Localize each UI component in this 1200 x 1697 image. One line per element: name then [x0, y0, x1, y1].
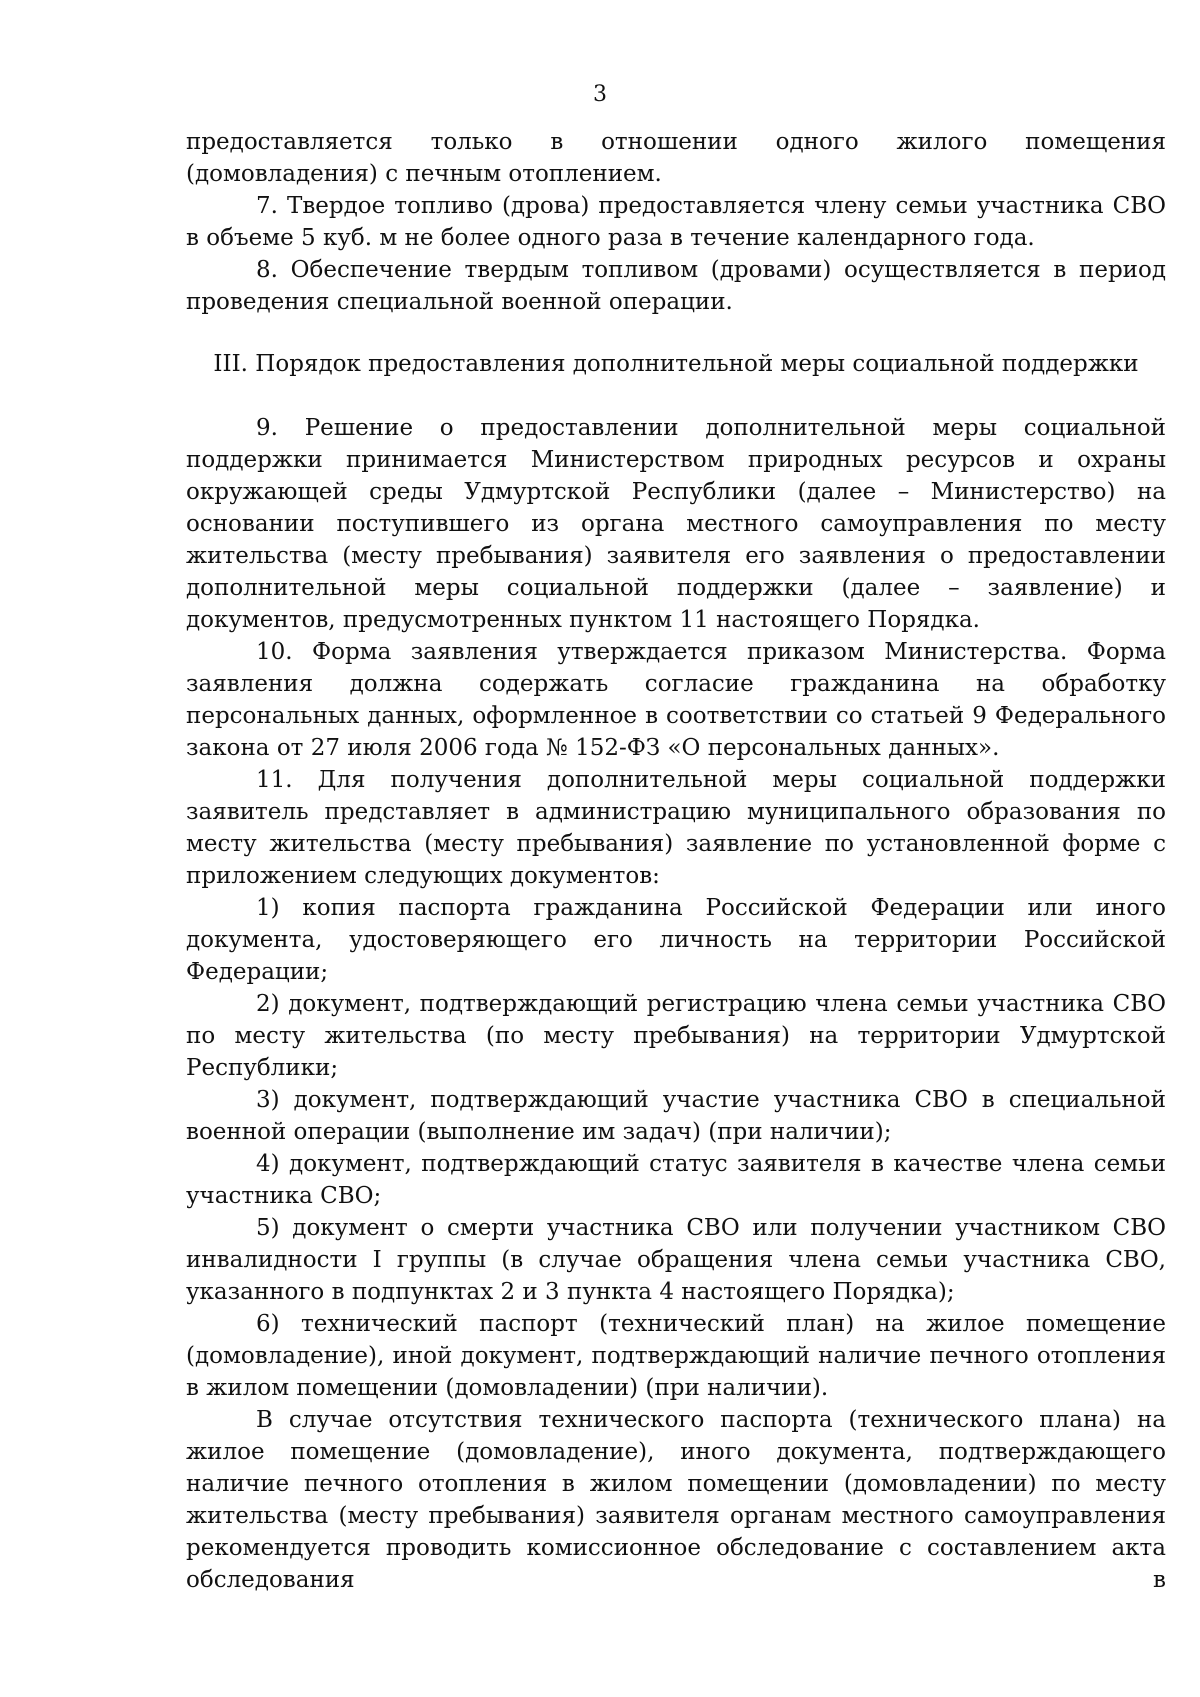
list-item-5: 5) документ о смерти участника СВО или получении участником СВО инвалидности I группы (в случае обращения члена семьи участника СВО, указанного в подпунктах 2 и 3 пункта 4 настоящего Порядка);	[186, 1215, 1166, 1305]
list-item-1: 1) копия паспорта гражданина Российской Федерации или иного документа, удостоверяющего его личность на территории Российской Федерации;	[186, 895, 1166, 985]
list-item-3: 3) документ, подтверждающий участие участника СВО в специальной военной операции (выполнение им задач) (при наличии);	[186, 1087, 1166, 1145]
list-item-4: 4) документ, подтверждающий статус заявителя в качестве члена семьи участника СВО;	[186, 1151, 1166, 1209]
paragraph-8: 8. Обеспечение твердым топливом (дровами) осуществляется в период проведения специальной военной операции.	[186, 257, 1166, 315]
paragraph-10: 10. Форма заявления утверждается приказом Министерства. Форма заявления должна содержать согласие гражданина на обработку персональных данных, оформленное в соответствии со статьей 9 Федерального закона от 27 июля 2006 года № 152-ФЗ «О персональных данных».	[186, 639, 1166, 761]
paragraph-7: 7. Твердое топливо (дрова) предоставляется члену семьи участника СВО в объеме 5 куб. м не более одного раза в течение календарного года.	[186, 193, 1166, 251]
page-number: 3	[593, 82, 607, 107]
paragraph-9: 9. Решение о предоставлении дополнительной меры социальной поддержки принимается Министерством природных ресурсов и охраны окружающей среды Удмуртской Республики (далее – Министерство) на основании поступившего из органа местного самоуправления по месту жительства (месту пребывания) заявителя его заявления о предоставлении дополнительной меры социальной поддержки (далее – заявление) и документов, предусмотренных пунктом 11 настоящего Порядка.	[186, 415, 1166, 633]
list-item-2: 2) документ, подтверждающий регистрацию члена семьи участника СВО по месту жительства (по месту пребывания) на территории Удмуртской Республики;	[186, 991, 1166, 1081]
list-item-6: 6) технический паспорт (технический план) на жилое помещение (домовладение), иной документ, подтверждающий наличие печного отопления в жилом помещении (домовладении) (при наличии).	[186, 1311, 1166, 1401]
document-body	[186, 126, 1166, 1596]
paragraph-continuation: предоставляется только в отношении одного жилого помещения (домовладения) с печным отоплением.	[186, 129, 1166, 187]
paragraph-11: 11. Для получения дополнительной меры социальной поддержки заявитель представляет в администрацию муниципального образования по месту жительства (месту пребывания) заявление по установленной форме с приложением следующих документов:	[186, 767, 1166, 889]
paragraph-absence-of-passport: В случае отсутствия технического паспорта (технического плана) на жилое помещение (домовладение), иного документа, подтверждающего наличие печного отопления в жилом помещении (домовладении) по месту жительства (месту пребывания) заявителя органам местного самоуправления рекомендуется проводить комиссионное обследование с составлением акта обследования в	[186, 1407, 1166, 1593]
section-heading: III. Порядок предоставления дополнительной меры социальной поддержки	[213, 351, 1139, 377]
